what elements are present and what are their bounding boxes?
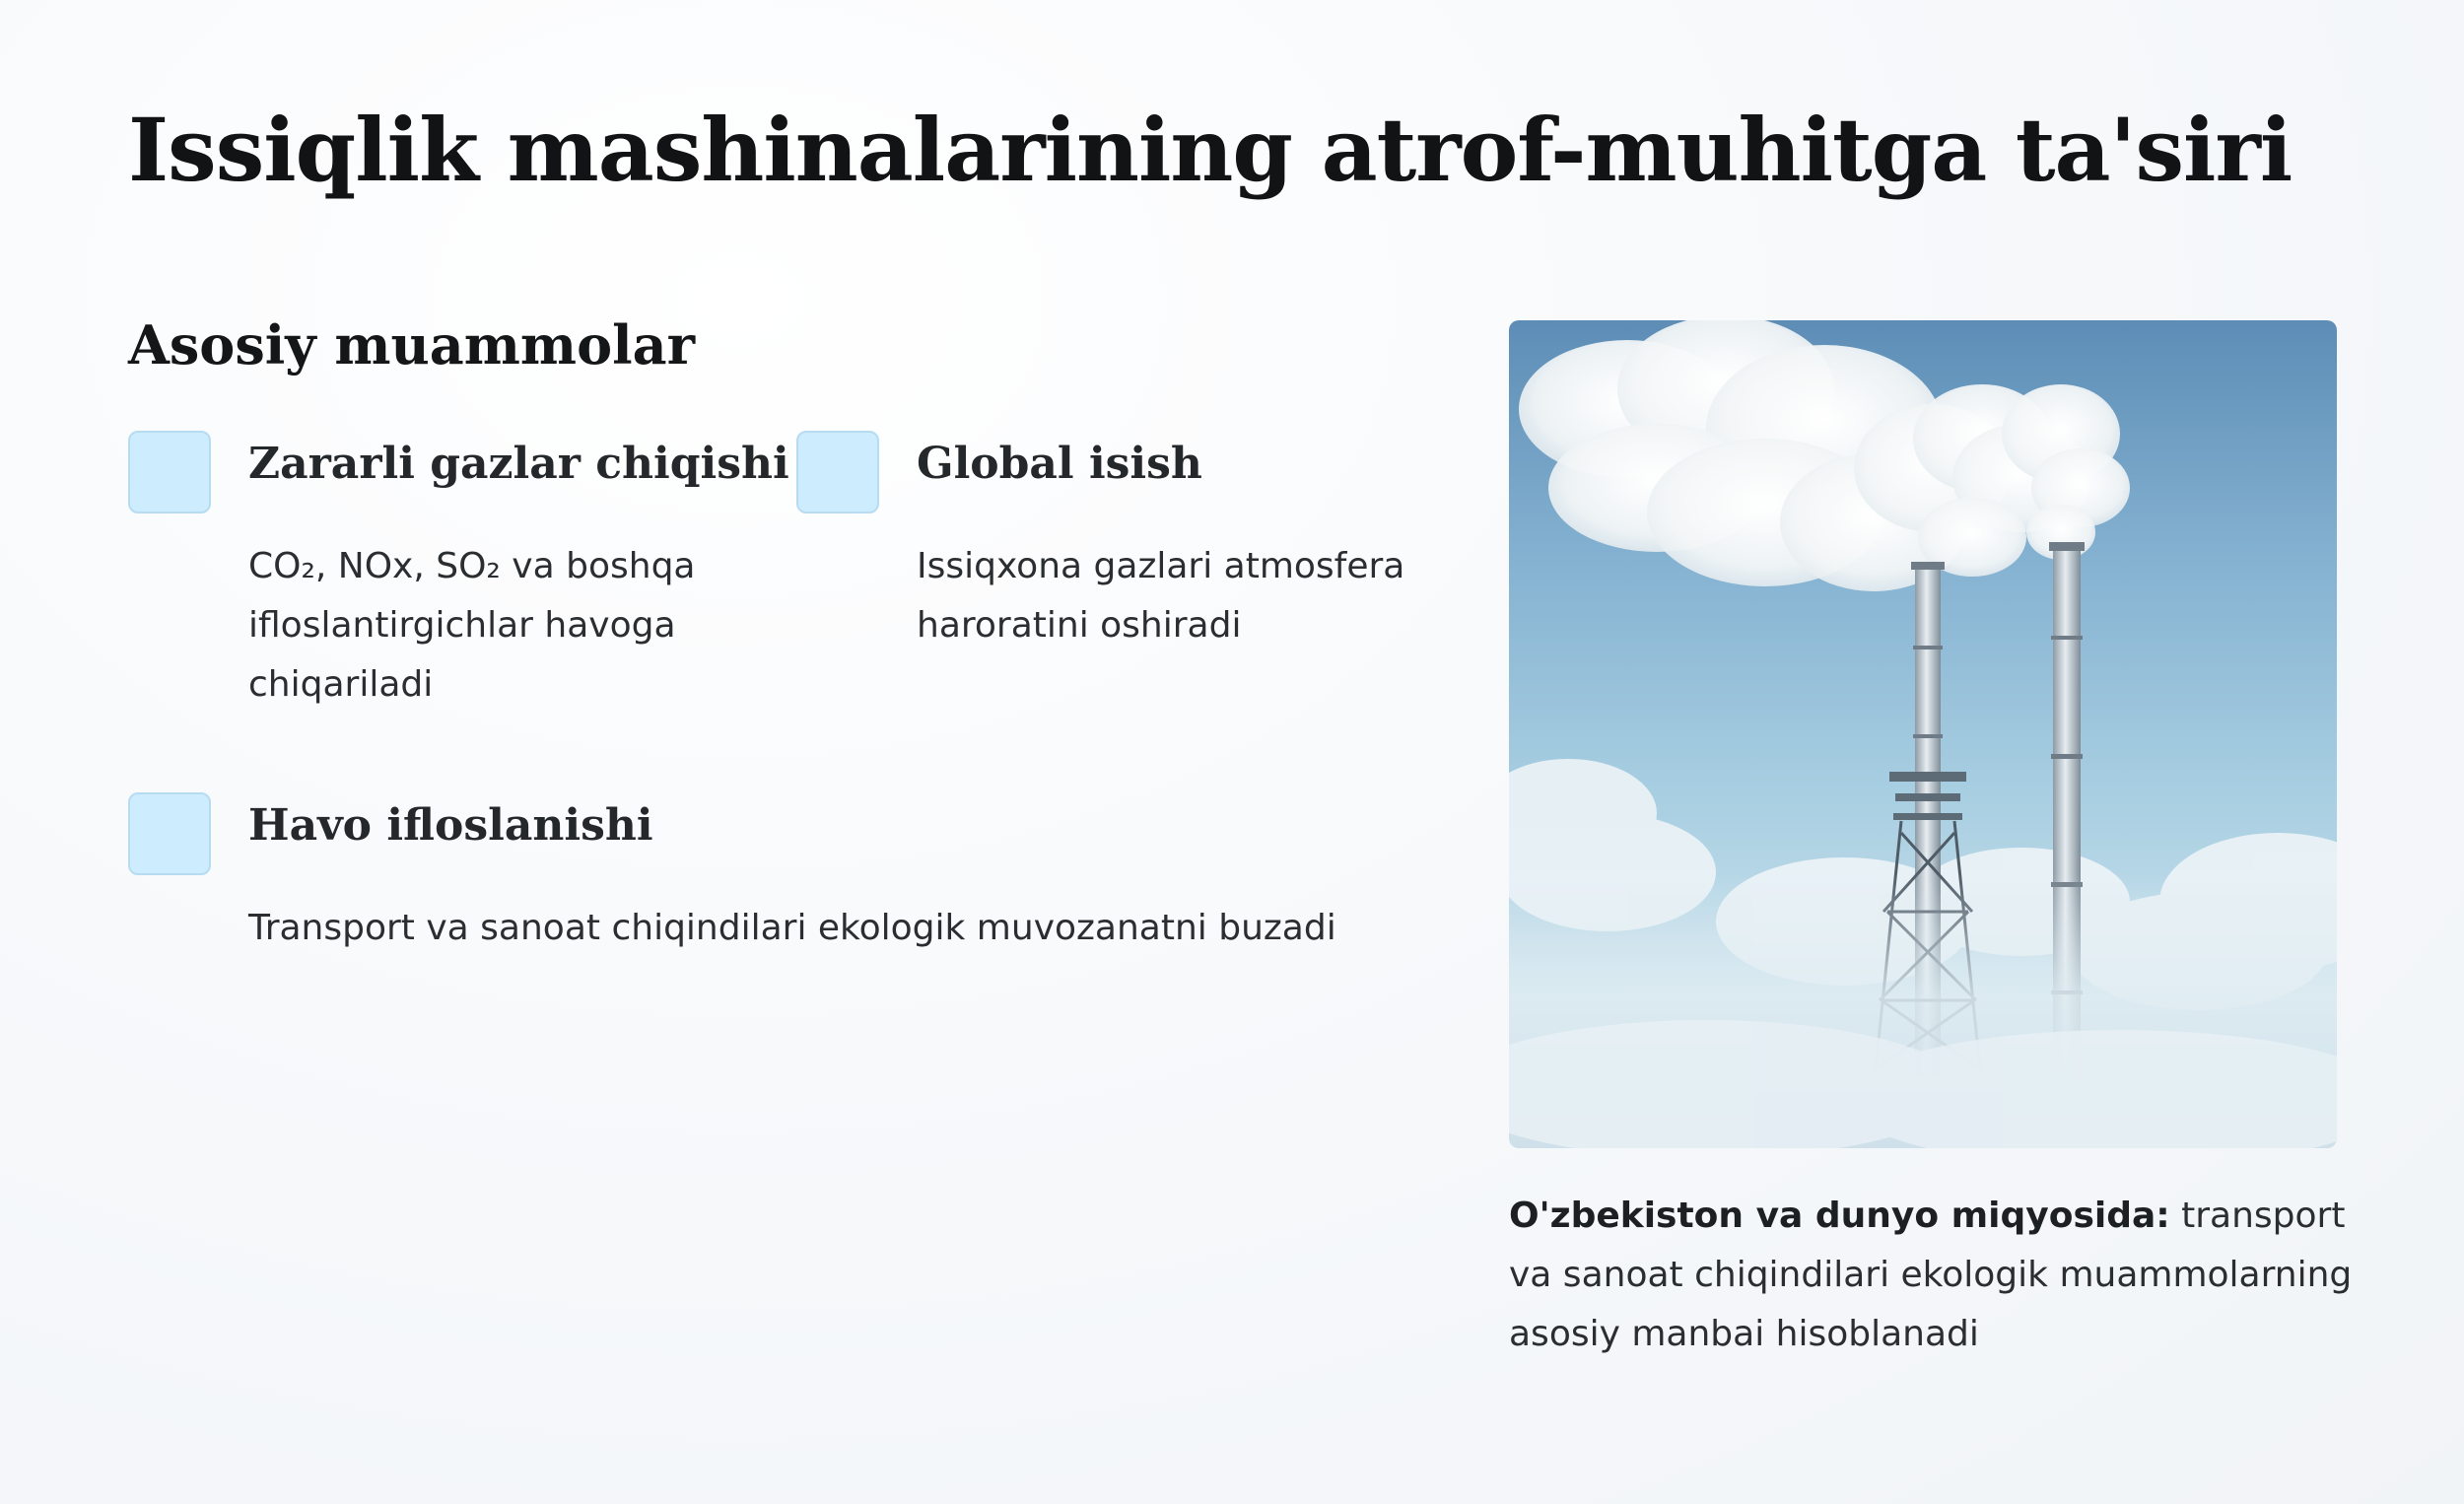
smoke-cloud — [1519, 320, 2130, 591]
problem-item-title: Havo ifloslanishi — [248, 800, 653, 851]
problem-item-description: Transport va sanoat chiqindilari ekologik muvozanatni buzadi — [248, 908, 1336, 948]
caption-bold: O'zbekiston va dunyo miqyosida: — [1509, 1196, 2170, 1236]
slide-title: Issiqlik mashinalarining atrof-muhitga ta'siri — [128, 99, 2293, 201]
section-heading: Asosiy muammolar — [128, 313, 696, 376]
caption-text: transport va sanoat chiqindilari ekologik muammolarning asosiy manbai hisoblanadi — [1509, 1196, 2353, 1354]
problem-item-title: Zararli gazlar chiqishi — [248, 439, 789, 489]
problem-item-description: Issiqxona gazlari atmosfera haroratini oshiradi — [917, 546, 1405, 646]
problem-item-description: CO₂, NOx, SO₂ va boshqa ifloslantirgichlar havoga chiqariladi — [248, 546, 696, 705]
caption — [1509, 1187, 2376, 1364]
problem-item-title: Global isish — [917, 439, 1202, 489]
square-icon — [128, 792, 211, 875]
smokestacks-image — [1509, 320, 2337, 1148]
square-icon — [796, 431, 879, 513]
square-icon — [128, 431, 211, 513]
